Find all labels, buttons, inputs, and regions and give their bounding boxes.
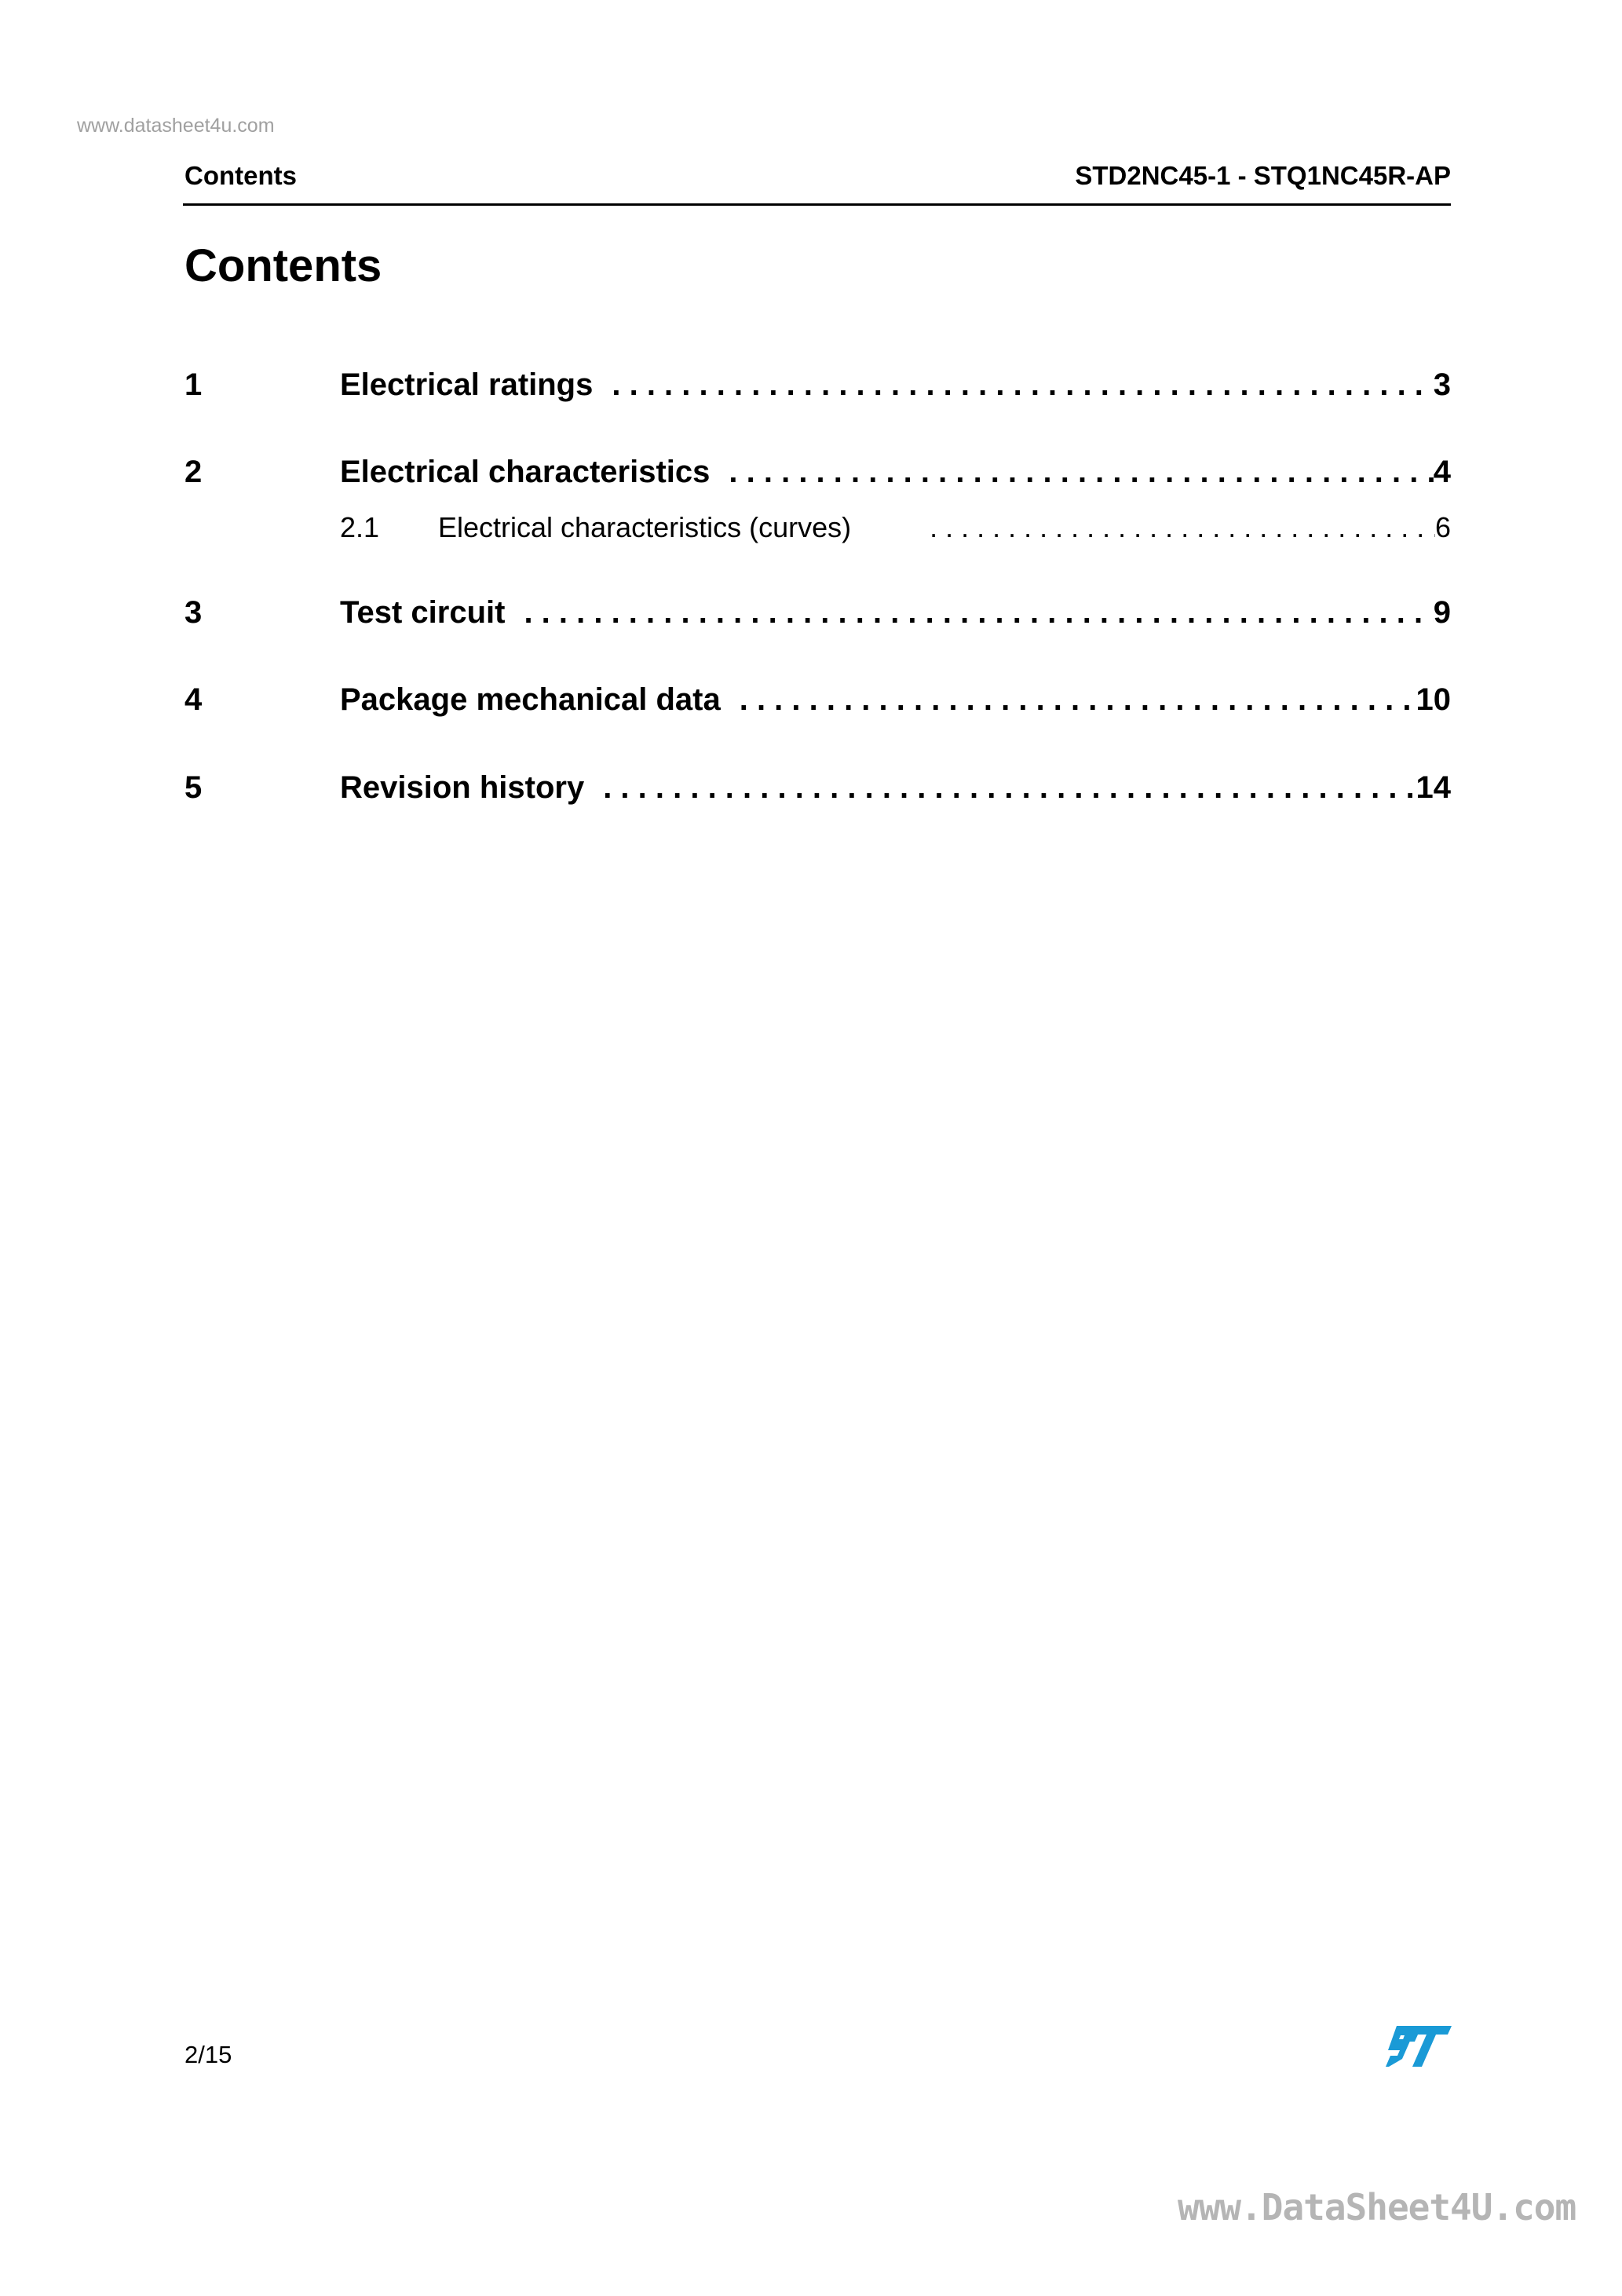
toc-title: Test circuit — [340, 595, 506, 630]
toc-title: Revision history — [340, 770, 585, 805]
toc-title: Electrical ratings — [340, 367, 594, 402]
toc-entry-3[interactable] — [184, 595, 1451, 631]
toc-number: 3 — [184, 595, 203, 630]
toc-entry-4[interactable] — [184, 682, 1451, 718]
page-number: 2/15 — [184, 2041, 232, 2068]
toc-entry-5[interactable] — [184, 770, 1451, 806]
toc-page-number: 10 — [1416, 682, 1451, 717]
toc-page-number: 6 — [1434, 511, 1451, 543]
watermark-top: www.datasheet4u.com — [77, 115, 275, 137]
toc-entry-2-1[interactable] — [184, 511, 1451, 544]
toc-leader-dots — [584, 770, 1416, 806]
toc-number: 4 — [184, 682, 203, 717]
toc-leader-dots — [710, 455, 1433, 490]
st-logo-icon — [1386, 2024, 1452, 2068]
toc-leader-dots — [721, 682, 1416, 718]
toc-entry-1[interactable] — [184, 367, 1451, 403]
toc-page-number: 3 — [1433, 367, 1451, 402]
toc-title: Package mechanical data — [340, 682, 721, 717]
toc-page-number: 9 — [1433, 595, 1451, 630]
toc-title: Electrical characteristics — [340, 455, 711, 489]
toc-entry-2[interactable] — [184, 455, 1451, 490]
toc-leader-dots — [505, 595, 1433, 631]
toc-number: 1 — [184, 367, 203, 402]
toc-leader-dots — [593, 367, 1433, 403]
watermark-bottom: www.DataSheet4U.com — [1178, 2186, 1576, 2228]
toc-number: 2 — [184, 455, 203, 489]
toc-page-number: 4 — [1433, 455, 1451, 489]
toc-page-number: 14 — [1416, 770, 1451, 805]
header-rule — [183, 203, 1451, 206]
toc-leader-dots — [851, 511, 1435, 544]
toc-title: Electrical characteristics (curves) — [438, 511, 852, 543]
running-header-section: Contents — [184, 161, 297, 190]
page-title: Contents — [184, 240, 382, 291]
running-header-part-numbers: STD2NC45-1 - STQ1NC45R-AP — [1075, 161, 1451, 190]
toc-number: 2.1 — [340, 511, 380, 543]
toc-number: 5 — [184, 770, 203, 805]
